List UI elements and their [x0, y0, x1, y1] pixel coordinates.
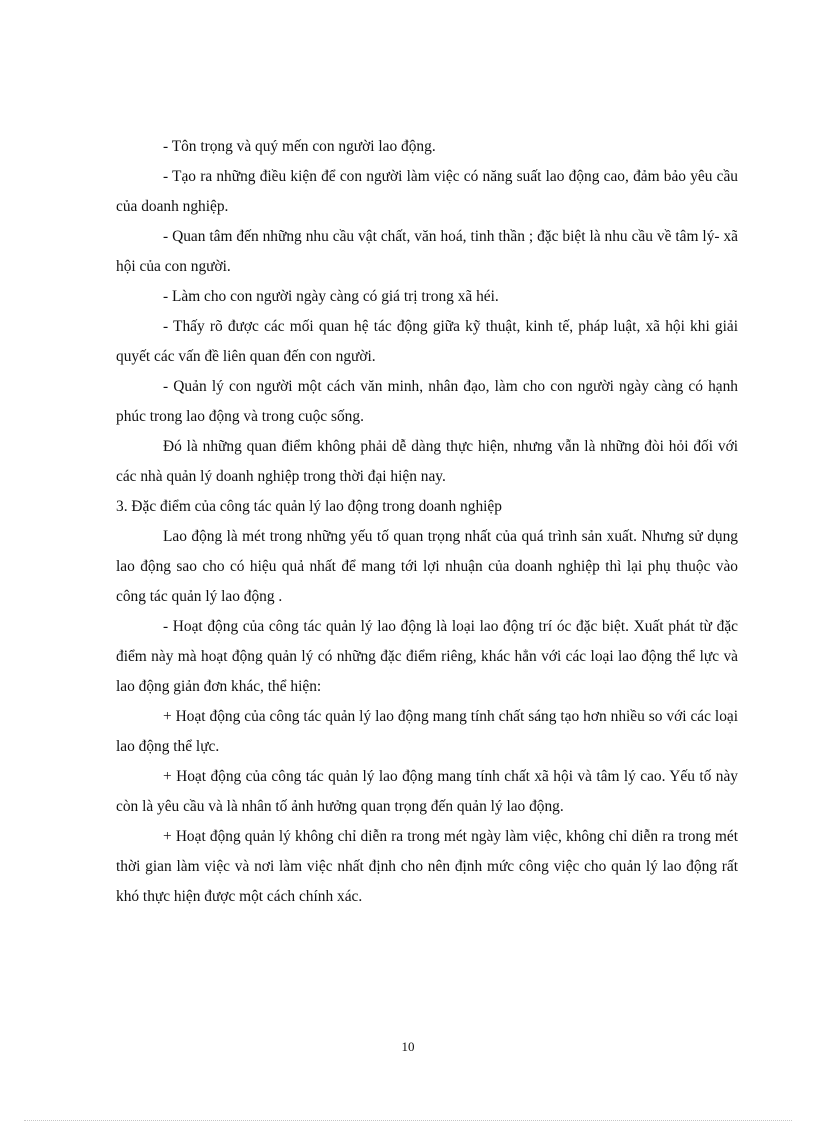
intro-paragraph: Lao động là mét trong những yếu tố quan trọng nhất của quá trình sản xuất. Nhưng sử dụng lao động sao cho có hiệu quả nhất để mang tới lợi nhuận của doanh nghiệp thì lại phụ thuộc vào công tác quản lý lao động .	[116, 528, 738, 605]
page-bottom-divider	[24, 1120, 792, 1121]
bullet-respect-workers: - Tôn trọng và quý mến con người lao động.	[163, 138, 436, 155]
mental-labor-paragraph: - Hoạt động của công tác quản lý lao động là loại lao động trí óc đặc biệt. Xuất phát từ đặc điểm này mà hoạt động quản lý có những đặc điểm riêng, khác hẳn với các loại lao động thể lực và lao động giản đơn khác, thể hiện:	[116, 618, 738, 695]
bullet-relationships: - Thấy rõ được các mối quan hệ tác động giữa kỹ thuật, kinh tế, pháp luật, xã hội khi giải quyết các vấn đề liên quan đến con người.	[116, 318, 738, 365]
bullet-humane-management: - Quản lý con người một cách văn minh, nhân đạo, làm cho con người ngày càng có hạnh phúc trong lao động và trong cuộc sống.	[116, 378, 738, 425]
plus-creative-nature: + Hoạt động của công tác quản lý lao động mang tính chất sáng tạo hơn nhiều so với các loại lao động thể lực.	[116, 708, 738, 755]
bullet-working-conditions: - Tạo ra những điều kiện để con người làm việc có năng suất lao động cao, đảm bảo yêu cầu của doanh nghiệp.	[116, 168, 738, 215]
bullet-material-cultural-needs: - Quan tâm đến những nhu cầu vật chất, văn hoá, tinh thần ; đặc biệt là nhu cầu về tâm lý- xã hội của con người.	[116, 228, 738, 275]
bullet-increasing-value: - Làm cho con người ngày càng có giá trị trong xã héi.	[163, 288, 499, 305]
summary-paragraph: Đó là những quan điểm không phải dễ dàng thực hiện, nhưng vẫn là những đòi hỏi đối với các nhà quản lý doanh nghiệp trong thời đại hiện nay.	[116, 438, 738, 485]
document-body	[116, 132, 738, 912]
plus-social-psychological: + Hoạt động của công tác quản lý lao động mang tính chất xã hội và tâm lý cao. Yếu tố này còn là yêu cầu và là nhân tố ảnh hưởng quan trọng đến quản lý lao động.	[116, 768, 738, 815]
section-heading: 3. Đặc điểm của công tác quản lý lao động trong doanh nghiệp	[116, 498, 502, 515]
plus-not-limited-workday: + Hoạt động quản lý không chỉ diễn ra trong mét ngày làm việc, không chỉ diễn ra trong mét thời gian làm việc và nơi làm việc nhất định cho nên định mức công việc cho quản lý lao động rất khó thực hiện được một cách chính xác.	[116, 828, 738, 905]
page-number: 10	[401, 1039, 415, 1054]
